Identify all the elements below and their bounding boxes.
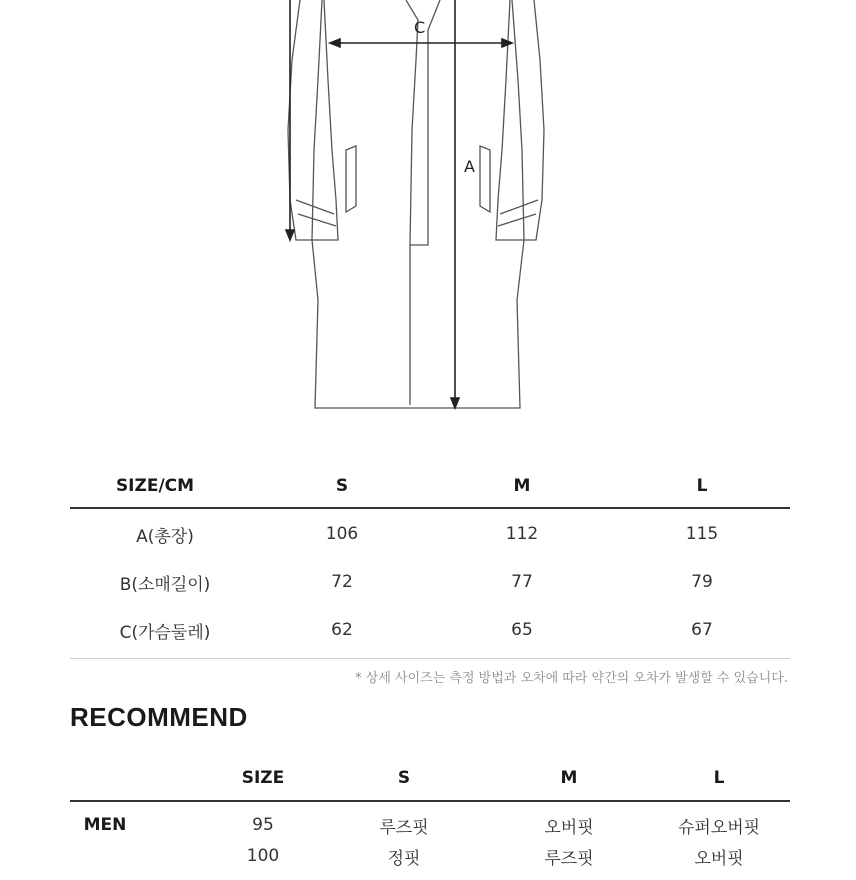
header-l: L	[696, 476, 708, 496]
recommend-title: RECOMMEND	[70, 702, 248, 732]
table-row	[70, 832, 790, 880]
cell-value: 62	[331, 620, 353, 640]
size-table-header	[70, 462, 790, 510]
cell-size: 95	[252, 815, 274, 835]
cell-value: 67	[691, 620, 713, 640]
cell-value: 115	[685, 524, 719, 544]
cell-size: 100	[246, 846, 280, 866]
cell-value: 루즈핏	[379, 817, 429, 838]
recommend-table-header	[70, 754, 790, 802]
header-size-cm: SIZE/CM	[115, 476, 195, 496]
header-l: L	[713, 768, 725, 788]
header-s: S	[335, 476, 349, 496]
table-row	[70, 558, 790, 606]
cell-value: 112	[505, 524, 539, 544]
table-row	[70, 510, 790, 558]
cell-value: 루즈핏	[544, 848, 594, 869]
coat-size-diagram	[0, 0, 856, 420]
row-label	[70, 832, 140, 880]
cell-value: 오버핏	[694, 848, 744, 869]
row-label: MEN	[83, 815, 127, 835]
row-label: C(가슴둘레)	[119, 622, 211, 643]
left-pocket	[346, 146, 356, 212]
row-label: A(총장)	[136, 526, 194, 547]
measure-label-a: A	[464, 157, 475, 176]
size-note: * 상세 사이즈는 측정 방법과 오차에 따라 약간의 오차가 발생할 수 있습니다.	[355, 671, 788, 686]
header-m: M	[513, 476, 531, 496]
cell-value: 오버핏	[544, 817, 594, 838]
cell-value: 79	[691, 572, 713, 592]
row-label: B(소매길이)	[119, 574, 211, 595]
header-m: M	[560, 768, 578, 788]
cell-value: 106	[325, 524, 359, 544]
cell-value: 77	[511, 572, 533, 592]
cell-value: 72	[331, 572, 353, 592]
right-pocket	[480, 146, 490, 212]
size-table-bottom-rule	[70, 658, 790, 659]
table-row	[70, 606, 790, 654]
header-s: S	[397, 768, 411, 788]
header-size: SIZE	[241, 768, 285, 788]
cell-value: 65	[511, 620, 533, 640]
cell-value: 슈퍼오버핏	[677, 817, 761, 838]
header-blank	[70, 754, 150, 802]
measure-label-c: C	[414, 18, 426, 37]
cell-value: 정핏	[387, 848, 421, 869]
coat-body-outline	[312, 0, 524, 408]
